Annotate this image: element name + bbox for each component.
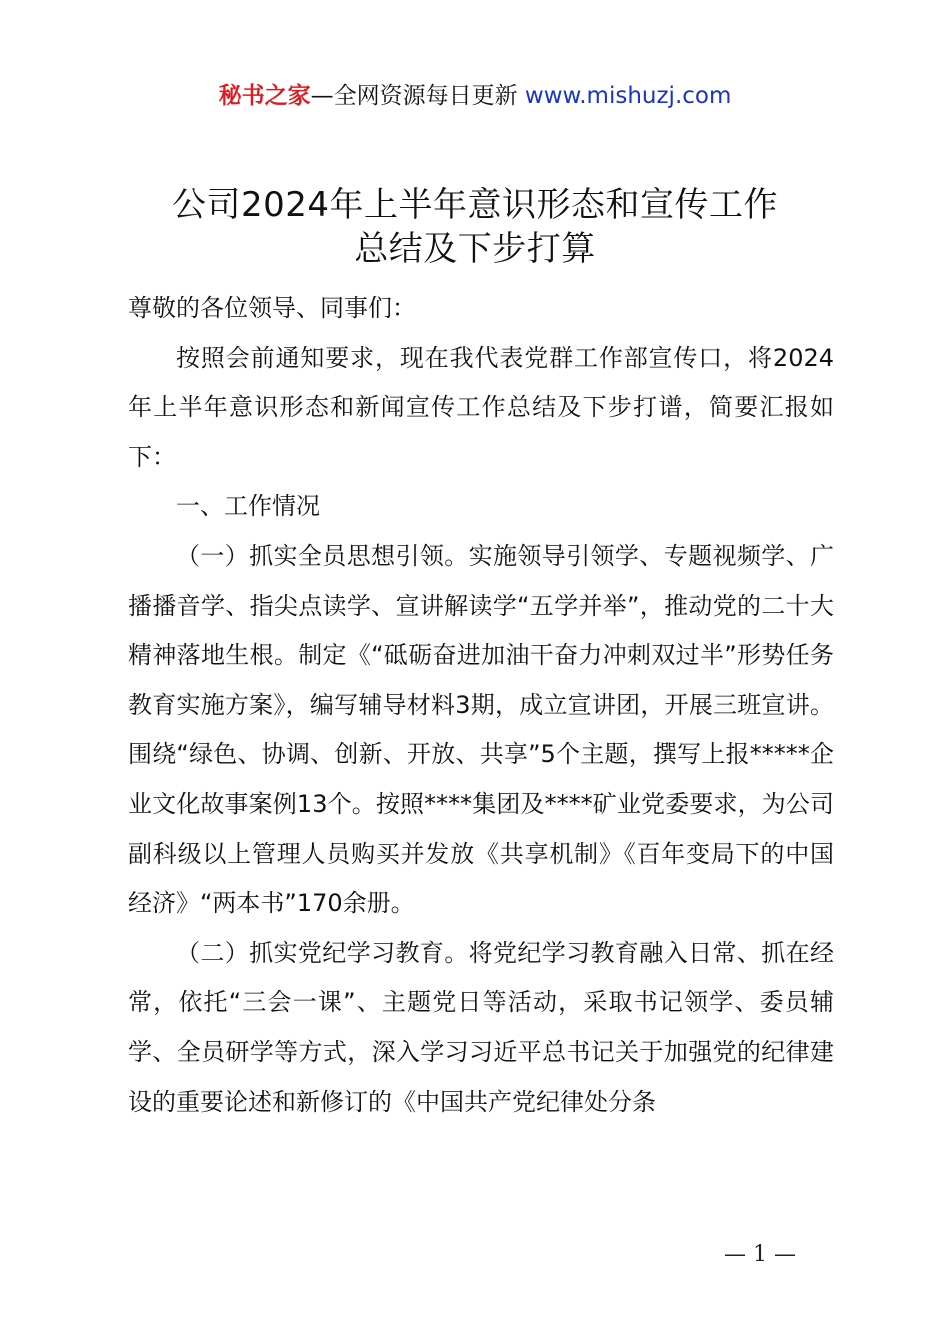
banner-tagline: —全网资源每日更新 xyxy=(310,83,518,109)
title-line-2: 总结及下步打算 xyxy=(354,229,596,269)
brand-name: 秘书之家 xyxy=(218,83,311,109)
title-line-1: 公司2024年上半年意识形态和宣传工作 xyxy=(171,185,779,225)
document-body xyxy=(128,284,834,1127)
intro-paragraph: 按照会前通知要求，现在我代表党群工作部宣传口，将2024年上半年意识形态和新闻宣传工作总结及下步打谱，简要汇报如下： xyxy=(128,343,834,471)
site-banner xyxy=(0,80,950,112)
page-number: — 1 — xyxy=(724,1242,796,1267)
document-title xyxy=(0,183,950,271)
body-paragraph: （二）抓实党纪学习教育。将党纪学习教育融入日常、抓在经常，依托“三会一课”、主题党日等活动，采取书记领学、委员辅学、全员研学等方式，深入学习习近平总书记关于加强党的纪律建设的重要论述和新修订的《中国共产党纪律处分条 xyxy=(128,938,834,1116)
body-paragraph: （一）抓实全员思想引领。实施领导引领学、专题视频学、广播播音学、指尖点读学、宣讲解读学“五学并举”，推动党的二十大精神落地生根。制定《“砥砺奋进加油干奋力冲刺双过半”形势任务教育实施方案》，编写辅导材料3期，成立宣讲团，开展三班宣讲。围绕“绿色、协调、创新、开放、共享”5个主题，撰写上报*****企业文化故事案例13个。按照****集团及****矿业党委要求，为公司副科级以上管理人员购买并发放《共享机制》《百年变局下的中国经济》“两本书”170余册。 xyxy=(128,541,834,918)
site-url-link[interactable]: www.mishuzj.com xyxy=(524,83,732,109)
section-heading: 一、工作情况 xyxy=(176,492,320,521)
salutation: 尊敬的各位领导、同事们： xyxy=(128,294,416,322)
